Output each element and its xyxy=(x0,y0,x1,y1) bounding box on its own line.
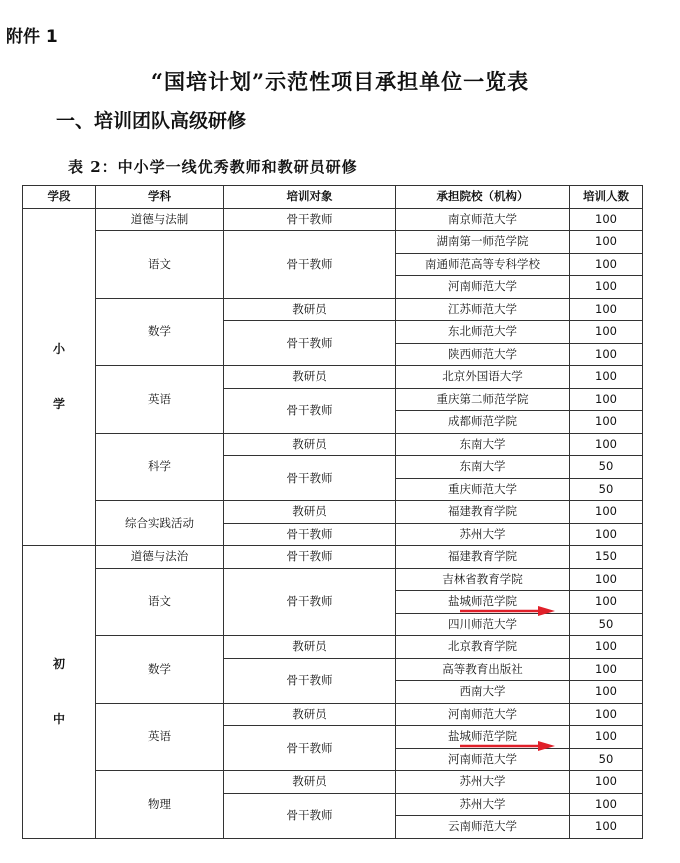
stage-char: 学 xyxy=(52,396,65,411)
count-cell: 100 xyxy=(570,321,643,344)
count-cell: 50 xyxy=(570,478,643,501)
table-row xyxy=(23,433,643,456)
institution-cell: 北京外国语大学 xyxy=(396,366,570,389)
target-cell: 教研员 xyxy=(224,703,396,726)
institution-cell: 福建教育学院 xyxy=(396,501,570,524)
count-cell: 100 xyxy=(570,366,643,389)
document-title: “国培计划”示范性项目承担单位一览表 xyxy=(150,69,530,94)
stage-char: 初 xyxy=(52,656,65,671)
target-cell: 骨干教师 xyxy=(224,523,396,546)
count-cell: 100 xyxy=(570,568,643,591)
institution-cell: 河南师范大学 xyxy=(396,703,570,726)
arrow-right-icon xyxy=(458,605,556,617)
table-row xyxy=(23,703,643,726)
count-cell: 100 xyxy=(570,816,643,839)
arrow-right-icon xyxy=(458,740,556,752)
header-subject: 学科 xyxy=(96,186,224,209)
institution-cell: 东南大学 xyxy=(396,456,570,479)
count-cell: 100 xyxy=(570,253,643,276)
institution-cell: 成都师范学院 xyxy=(396,411,570,434)
target-cell: 教研员 xyxy=(224,636,396,659)
institution-cell: 苏州大学 xyxy=(396,793,570,816)
count-cell: 100 xyxy=(570,208,643,231)
count-cell: 50 xyxy=(570,613,643,636)
subject-cell: 科学 xyxy=(96,433,224,501)
count-cell: 100 xyxy=(570,793,643,816)
table-row xyxy=(23,501,643,524)
count-cell: 100 xyxy=(570,388,643,411)
count-cell: 100 xyxy=(570,343,643,366)
stage-cell xyxy=(23,208,96,546)
table-row xyxy=(23,366,643,389)
target-cell: 教研员 xyxy=(224,501,396,524)
institution-cell: 北京教育学院 xyxy=(396,636,570,659)
institution-cell: 盐城师范学院 xyxy=(396,591,570,614)
count-cell: 100 xyxy=(570,636,643,659)
institution-cell: 四川师范大学 xyxy=(396,613,570,636)
count-cell: 50 xyxy=(570,456,643,479)
count-cell: 150 xyxy=(570,546,643,569)
institution-cell: 东南大学 xyxy=(396,433,570,456)
table-caption: 表 2：中小学一线优秀教师和教研员研修 xyxy=(68,158,358,176)
institution-cell: 河南师范大学 xyxy=(396,276,570,299)
target-cell: 骨干教师 xyxy=(224,456,396,501)
institution-cell: 盐城师范学院 xyxy=(396,726,570,749)
count-cell: 100 xyxy=(570,433,643,456)
stage-char: 小 xyxy=(52,341,65,356)
header-target: 培训对象 xyxy=(224,186,396,209)
target-cell: 骨干教师 xyxy=(224,568,396,636)
target-cell: 骨干教师 xyxy=(224,388,396,433)
stage-char: 中 xyxy=(52,711,65,726)
table-row xyxy=(23,771,643,794)
count-cell: 100 xyxy=(570,658,643,681)
header-institution: 承担院校（机构） xyxy=(396,186,570,209)
count-cell: 100 xyxy=(570,726,643,749)
subject-cell: 物理 xyxy=(96,771,224,839)
institution-cell: 江苏师范大学 xyxy=(396,298,570,321)
institution-cell: 南通师范高等专科学校 xyxy=(396,253,570,276)
institution-cell: 西南大学 xyxy=(396,681,570,704)
subject-cell: 英语 xyxy=(96,366,224,434)
count-cell: 100 xyxy=(570,591,643,614)
target-cell: 教研员 xyxy=(224,366,396,389)
institution-cell: 湖南第一师范学院 xyxy=(396,231,570,254)
institution-cell: 河南师范大学 xyxy=(396,748,570,771)
stage-cell xyxy=(23,546,96,839)
count-cell: 100 xyxy=(570,681,643,704)
target-cell: 骨干教师 xyxy=(224,658,396,703)
target-cell: 教研员 xyxy=(224,298,396,321)
subject-cell: 道德与法制 xyxy=(96,208,224,231)
subject-cell: 综合实践活动 xyxy=(96,501,224,546)
count-cell: 100 xyxy=(570,276,643,299)
target-cell: 骨干教师 xyxy=(224,546,396,569)
subject-cell: 语文 xyxy=(96,568,224,636)
header-count: 培训人数 xyxy=(570,186,643,209)
table-header-row xyxy=(23,186,643,209)
subject-cell: 数学 xyxy=(96,298,224,366)
target-cell: 骨干教师 xyxy=(224,726,396,771)
target-cell: 骨干教师 xyxy=(224,231,396,299)
subject-cell: 语文 xyxy=(96,231,224,299)
section-title: 一、培训团队高级研修 xyxy=(56,110,247,132)
table-row xyxy=(23,231,643,254)
annex-label: 附件 1 xyxy=(6,27,58,47)
count-cell: 100 xyxy=(570,501,643,524)
institution-cell: 东北师范大学 xyxy=(396,321,570,344)
count-cell: 100 xyxy=(570,703,643,726)
count-cell: 100 xyxy=(570,523,643,546)
subject-cell: 英语 xyxy=(96,703,224,771)
institution-cell: 南京师范大学 xyxy=(396,208,570,231)
table-row xyxy=(23,568,643,591)
target-cell: 骨干教师 xyxy=(224,321,396,366)
table-row xyxy=(23,636,643,659)
target-cell: 教研员 xyxy=(224,771,396,794)
institution-cell: 苏州大学 xyxy=(396,523,570,546)
count-cell: 100 xyxy=(570,771,643,794)
target-cell: 骨干教师 xyxy=(224,208,396,231)
institution-cell: 吉林省教育学院 xyxy=(396,568,570,591)
institution-cell: 高等教育出版社 xyxy=(396,658,570,681)
institution-cell: 苏州大学 xyxy=(396,771,570,794)
count-cell: 100 xyxy=(570,298,643,321)
institution-cell: 云南师范大学 xyxy=(396,816,570,839)
subject-cell: 道德与法治 xyxy=(96,546,224,569)
subject-cell: 数学 xyxy=(96,636,224,704)
institution-cell: 重庆师范大学 xyxy=(396,478,570,501)
table-row xyxy=(23,208,643,231)
header-stage: 学段 xyxy=(23,186,96,209)
institution-cell: 陕西师范大学 xyxy=(396,343,570,366)
count-cell: 100 xyxy=(570,231,643,254)
target-cell: 骨干教师 xyxy=(224,793,396,838)
target-cell: 教研员 xyxy=(224,433,396,456)
institution-cell: 重庆第二师范学院 xyxy=(396,388,570,411)
table-row xyxy=(23,298,643,321)
institution-cell: 福建教育学院 xyxy=(396,546,570,569)
table-row xyxy=(23,546,643,569)
count-cell: 50 xyxy=(570,748,643,771)
count-cell: 100 xyxy=(570,411,643,434)
